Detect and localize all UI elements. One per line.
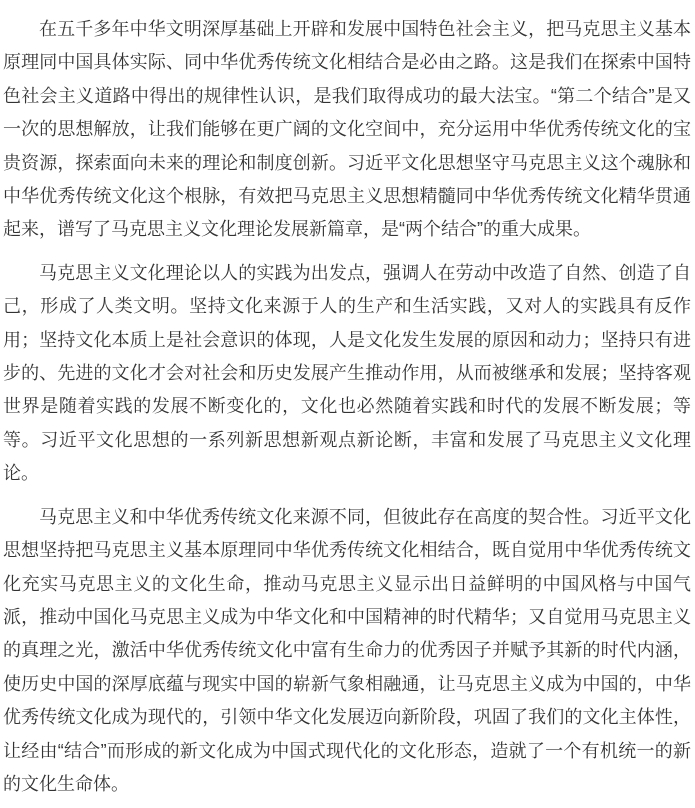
- body-paragraph-1: 在五千多年中华文明深厚基础上开辟和发展中国特色社会主义，把马克思主义基本原理同中国具体实际、同中华优秀传统文化相结合是必由之路。这是我们在探索中国特色社会主义道路中得出的规律性认识，是我们取得成功的最大法宝。“第二个结合”是又一次的思想解放，让我们能够在更广阔的文化空间中，充分运用中华优秀传统文化的宝贵资源，探索面向未来的理论和制度创新。习近平文化思想坚守马克思主义这个魂脉和中华优秀传统文化这个根脉，有效把马克思主义思想精髓同中华优秀传统文化精华贯通起来，谱写了马克思主义文化理论发展新篇章，是“两个结合”的重大成果。: [3, 19, 691, 240]
- body-paragraph-2: 马克思主义文化理论以人的实践为出发点，强调人在劳动中改造了自然、创造了自己，形成了人类文明。坚持文化来源于人的生产和生活实践，又对人的实践具有反作用；坚持文化本质上是社会意识的体现，人是文化发生发展的原因和动力；坚持只有进步的、先进的文化才会对社会和历史发展产生推动作用，从而被继承和发展；坚持客观世界是随着实践的发展不断变化的，文化也必然随着实践和时代的发展不断发展；等等。习近平文化思想的一系列新思想新观点新论断，丰富和发展了马克思主义文化理论。: [3, 262, 691, 484]
- body-paragraph-3: 马克思主义和中华优秀传统文化来源不同，但彼此存在高度的契合性。习近平文化思想坚持把马克思主义基本原理同中华优秀传统文化相结合，既自觉用中华优秀传统文化充实马克思主义的文化生命，推动马克思主义显示出日益鲜明的中国风格与中国气派，推动中国化马克思主义成为中华文化和中国精神的时代精华；又自觉用马克思主义的真理之光，激活中华优秀传统文化中富有生命力的优秀因子并赋予其新的时代内涵，使历史中国的深厚底蕴与现实中国的崭新气象相融通，让马克思主义成为中国的，中华优秀传统文化成为现代的，引领中华文化发展迈向新阶段，巩固了我们的文化主体性，让经由“结合”而形成的新文化成为中国式现代化的文化形态，造就了一个有机统一的新的文化生命体。: [3, 506, 691, 794]
